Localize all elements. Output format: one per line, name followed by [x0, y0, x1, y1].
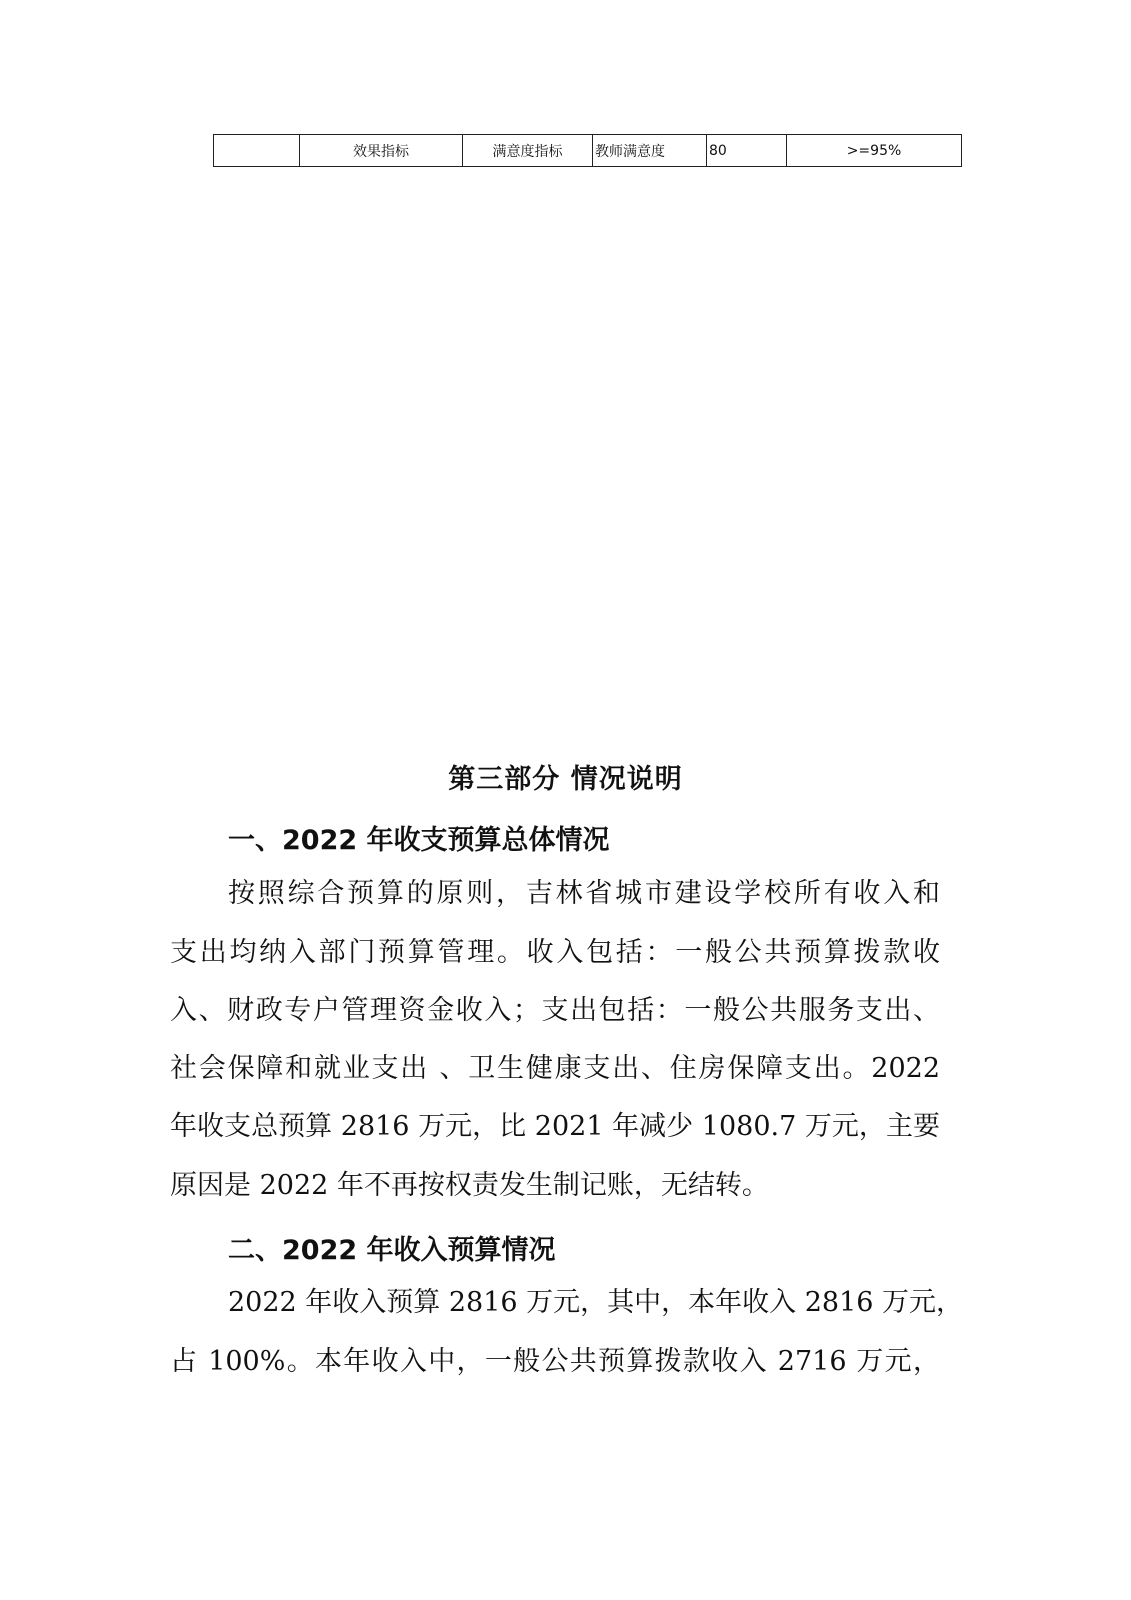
paragraph-line: 占 100%。本年收入中，一般公共预算拨款收入 2716 万元， [170, 1346, 940, 1377]
paragraph-line: 年收支总预算 2816 万元，比 2021 年减少 1080.7 万元，主要 [170, 1111, 940, 1142]
paragraph-line: 原因是 2022 年不再按权责发生制记账，无结转。 [170, 1170, 769, 1201]
table-cell: 满意度指标 [463, 135, 593, 167]
performance-indicator-table [213, 134, 962, 167]
heading-budget-overview: 一、2022 年收支预算总体情况 [228, 825, 610, 856]
table-cell: >=95% [787, 135, 962, 167]
section-title: 第三部分 情况说明 [448, 764, 683, 795]
table-row [214, 135, 962, 167]
paragraph-line: 支出均纳入部门预算管理。收入包括：一般公共预算拨款收 [170, 937, 940, 968]
table-cell [214, 135, 300, 167]
paragraph-line: 按照综合预算的原则，吉林省城市建设学校所有收入和 [228, 878, 940, 909]
table-cell: 80 [707, 135, 787, 167]
paragraph-line: 入、财政专户管理资金收入；支出包括：一般公共服务支出、 [170, 995, 940, 1026]
paragraph-line: 2022 年收入预算 2816 万元，其中，本年收入 2816 万元， [228, 1287, 964, 1318]
table-cell: 教师满意度 [593, 135, 707, 167]
heading-income-budget: 二、2022 年收入预算情况 [228, 1235, 556, 1266]
table-cell: 效果指标 [300, 135, 463, 167]
paragraph-line: 社会保障和就业支出 、卫生健康支出、住房保障支出。2022 [170, 1053, 940, 1084]
